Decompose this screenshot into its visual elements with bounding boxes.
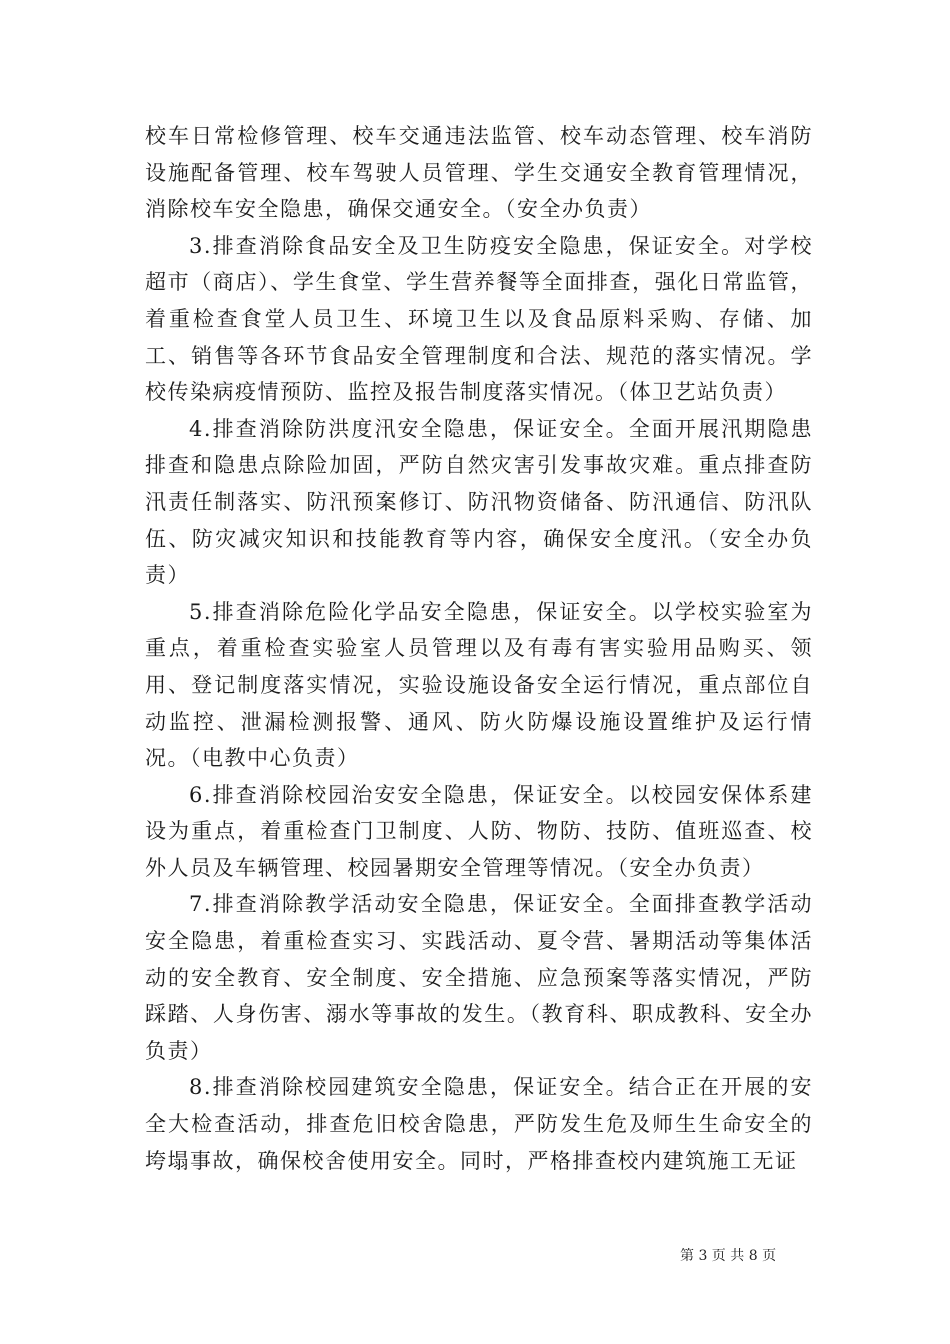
paragraph-item-8: 8.排查消除校园建筑安全隐患，保证安全。结合正在开展的安全大检查活动，排查危旧校舍隐患，严防发生危及师生生命安全的垮塌事故，确保校舍使用安全。同时，严格排查校内建筑施工无证 (145, 1075, 813, 1173)
document-body (145, 118, 813, 1179)
paragraph-item-5: 5.排查消除危险化学品安全隐患，保证安全。以学校实验室为重点，着重检查实验室人员管理以及有毒有害实验用品购买、领用、登记制度落实情况，实验设施设备安全运行情况，重点部位自动监控、泄漏检测报警、通风、防火防爆设施设置维护及运行情况。（电教中心负责） (145, 599, 813, 771)
paragraph-item-7: 7.排查消除教学活动安全隐患，保证安全。全面排查教学活动安全隐患，着重检查实习、实践活动、夏令营、暑期活动等集体活动的安全教育、安全制度、安全措施、应急预案等落实情况，严防踩踏、人身伤害、溺水等事故的发生。（教育科、职成教科、安全办负责） (145, 892, 813, 1063)
page-footer-number: 第 3 页 共 8 页 (680, 1248, 777, 1264)
paragraph-item-3: 3.排查消除食品安全及卫生防疫安全隐患，保证安全。对学校超市（商店）、学生食堂、学生营养餐等全面排查，强化日常监管，着重检查食堂人员卫生、环境卫生以及食品原料采购、存储、加工、销售等各环节食品安全管理制度和合法、规范的落实情况。学校传染病疫情预防、监控及报告制度落实情况。（体卫艺站负责） (145, 233, 813, 405)
paragraph-item-4: 4.排查消除防洪度汛安全隐患，保证安全。全面开展汛期隐患排查和隐患点除险加固，严防自然灾害引发事故灾难。重点排查防汛责任制落实、防汛预案修订、防汛物资储备、防汛通信、防汛队伍、防灾减灾知识和技能教育等内容，确保安全度汛。（安全办负责） (145, 416, 813, 588)
paragraph-continuation: 校车日常检修管理、校车交通违法监管、校车动态管理、校车消防设施配备管理、校车驾驶人员管理、学生交通安全教育管理情况，消除校车安全隐患，确保交通安全。（安全办负责） (145, 124, 813, 222)
paragraph-item-6: 6.排查消除校园治安安全隐患，保证安全。以校园安保体系建设为重点，着重检查门卫制度、人防、物防、技防、值班巡查、校外人员及车辆管理、校园暑期安全管理等情况。（安全办负责） (145, 782, 813, 880)
